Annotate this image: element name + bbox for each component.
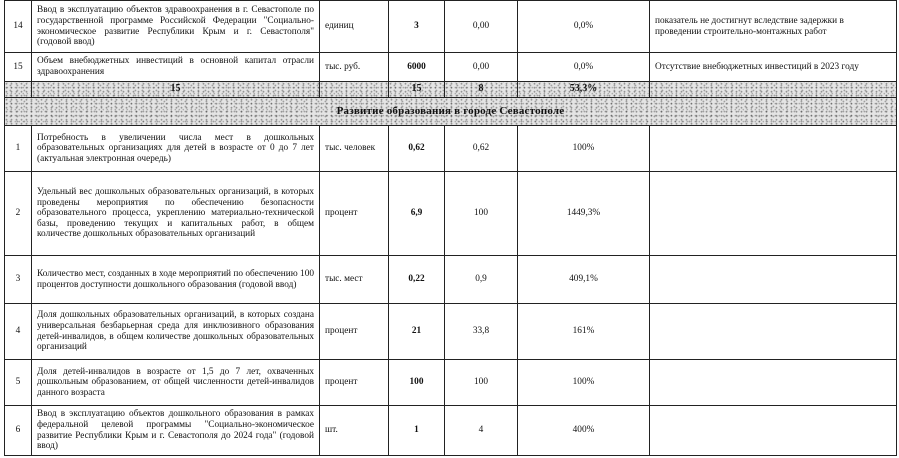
plan-value: 3 <box>389 1 445 53</box>
indicator-description: Количество мест, созданных в ходе мероприятий по обеспечению 100 процентов доступности дошкольного образования (годовой ввод) <box>32 256 320 304</box>
summary-percent: 53,3% <box>518 82 650 98</box>
unit-cell: единиц <box>320 1 389 53</box>
unit-cell: тыс. человек <box>320 126 389 172</box>
fact-value: 100 <box>445 172 518 256</box>
unit-cell: тыс. мест <box>320 256 389 304</box>
section-title: Развитие образования в городе Севастополе <box>5 98 897 126</box>
fact-value: 100 <box>445 360 518 406</box>
table-row <box>5 256 897 304</box>
note-cell <box>650 256 897 304</box>
percent-value: 409,1% <box>518 256 650 304</box>
unit-cell: процент <box>320 172 389 256</box>
unit-cell: процент <box>320 304 389 360</box>
plan-value: 6000 <box>389 53 445 82</box>
plan-value: 100 <box>389 360 445 406</box>
note-cell <box>650 406 897 456</box>
note-cell <box>650 304 897 360</box>
summary-row <box>5 82 897 98</box>
plan-value: 6,9 <box>389 172 445 256</box>
note-cell: показатель не достигнут вследствие задержки в проведении строительно-монтажных работ <box>650 1 897 53</box>
table-row <box>5 304 897 360</box>
fact-value: 0,9 <box>445 256 518 304</box>
row-number: 15 <box>5 53 32 82</box>
row-number: 6 <box>5 406 32 456</box>
indicator-description: Доля дошкольных образовательных организаций, в которых создана универсальная безбарьерная среда для инклюзивного образования детей-инвалидов, в общем количестве дошкольных образовательных организаций <box>32 304 320 360</box>
indicator-description: Доля детей-инвалидов в возрасте от 1,5 до 7 лет, охваченных дошкольным образованием, от общей численности детей-инвалидов данного возраста <box>32 360 320 406</box>
summary-fact: 8 <box>445 82 518 98</box>
percent-value: 1449,3% <box>518 172 650 256</box>
row-number: 5 <box>5 360 32 406</box>
unit-cell: шт. <box>320 406 389 456</box>
row-number: 4 <box>5 304 32 360</box>
fact-value: 0,62 <box>445 126 518 172</box>
note-cell <box>650 172 897 256</box>
indicator-description: Ввод в эксплуатацию объектов здравоохранения в г. Севастополе по государственной программе Российской Федерации "Социально-экономическое развитие Республики Крым и г. Севастополя" (годовой ввод) <box>32 1 320 53</box>
summary-unit-blank <box>320 82 389 98</box>
percent-value: 100% <box>518 360 650 406</box>
table-row <box>5 406 897 456</box>
percent-value: 161% <box>518 304 650 360</box>
indicator-description: Потребность в увеличении числа мест в дошкольных образовательных организациях для детей в возрасте от 0 до 7 лет (актуальная электронная очередь) <box>32 126 320 172</box>
summary-blank <box>5 82 32 98</box>
table-row <box>5 53 897 82</box>
table-row <box>5 360 897 406</box>
summary-count: 15 <box>32 82 320 98</box>
indicator-description: Объем внебюджетных инвестиций в основной капитал отрасли здравоохранения <box>32 53 320 82</box>
fact-value: 0,00 <box>445 53 518 82</box>
percent-value: 0,0% <box>518 53 650 82</box>
row-number: 3 <box>5 256 32 304</box>
unit-cell: процент <box>320 360 389 406</box>
section-header-row <box>5 98 897 126</box>
row-number: 1 <box>5 126 32 172</box>
summary-note-blank <box>650 82 897 98</box>
row-number: 14 <box>5 1 32 53</box>
row-number: 2 <box>5 172 32 256</box>
percent-value: 400% <box>518 406 650 456</box>
table-row <box>5 172 897 256</box>
note-cell: Отсутствие внебюджетных инвестиций в 2023 году <box>650 53 897 82</box>
unit-cell: тыс. руб. <box>320 53 389 82</box>
plan-value: 21 <box>389 304 445 360</box>
note-cell <box>650 360 897 406</box>
percent-value: 100% <box>518 126 650 172</box>
table-row <box>5 1 897 53</box>
plan-value: 0,22 <box>389 256 445 304</box>
plan-value: 0,62 <box>389 126 445 172</box>
note-cell <box>650 126 897 172</box>
indicators-table <box>4 0 897 456</box>
fact-value: 33,8 <box>445 304 518 360</box>
table-row <box>5 126 897 172</box>
indicator-description: Ввод в эксплуатацию объектов дошкольного образования в рамках федеральной целевой программы "Социально-экономическое развитие Республики Крым и г. Севастополя до 2024 года" (годовой ввод) <box>32 406 320 456</box>
plan-value: 1 <box>389 406 445 456</box>
indicator-description: Удельный вес дошкольных образовательных организаций, в которых проведены мероприятия по обеспечению безопасности образовательного процесса, укреплению материально-технической базы, проведению текущих и капитальных работ, в общем количестве дошкольных образовательных организаций <box>32 172 320 256</box>
summary-plan: 15 <box>389 82 445 98</box>
percent-value: 0,0% <box>518 1 650 53</box>
fact-value: 0,00 <box>445 1 518 53</box>
fact-value: 4 <box>445 406 518 456</box>
